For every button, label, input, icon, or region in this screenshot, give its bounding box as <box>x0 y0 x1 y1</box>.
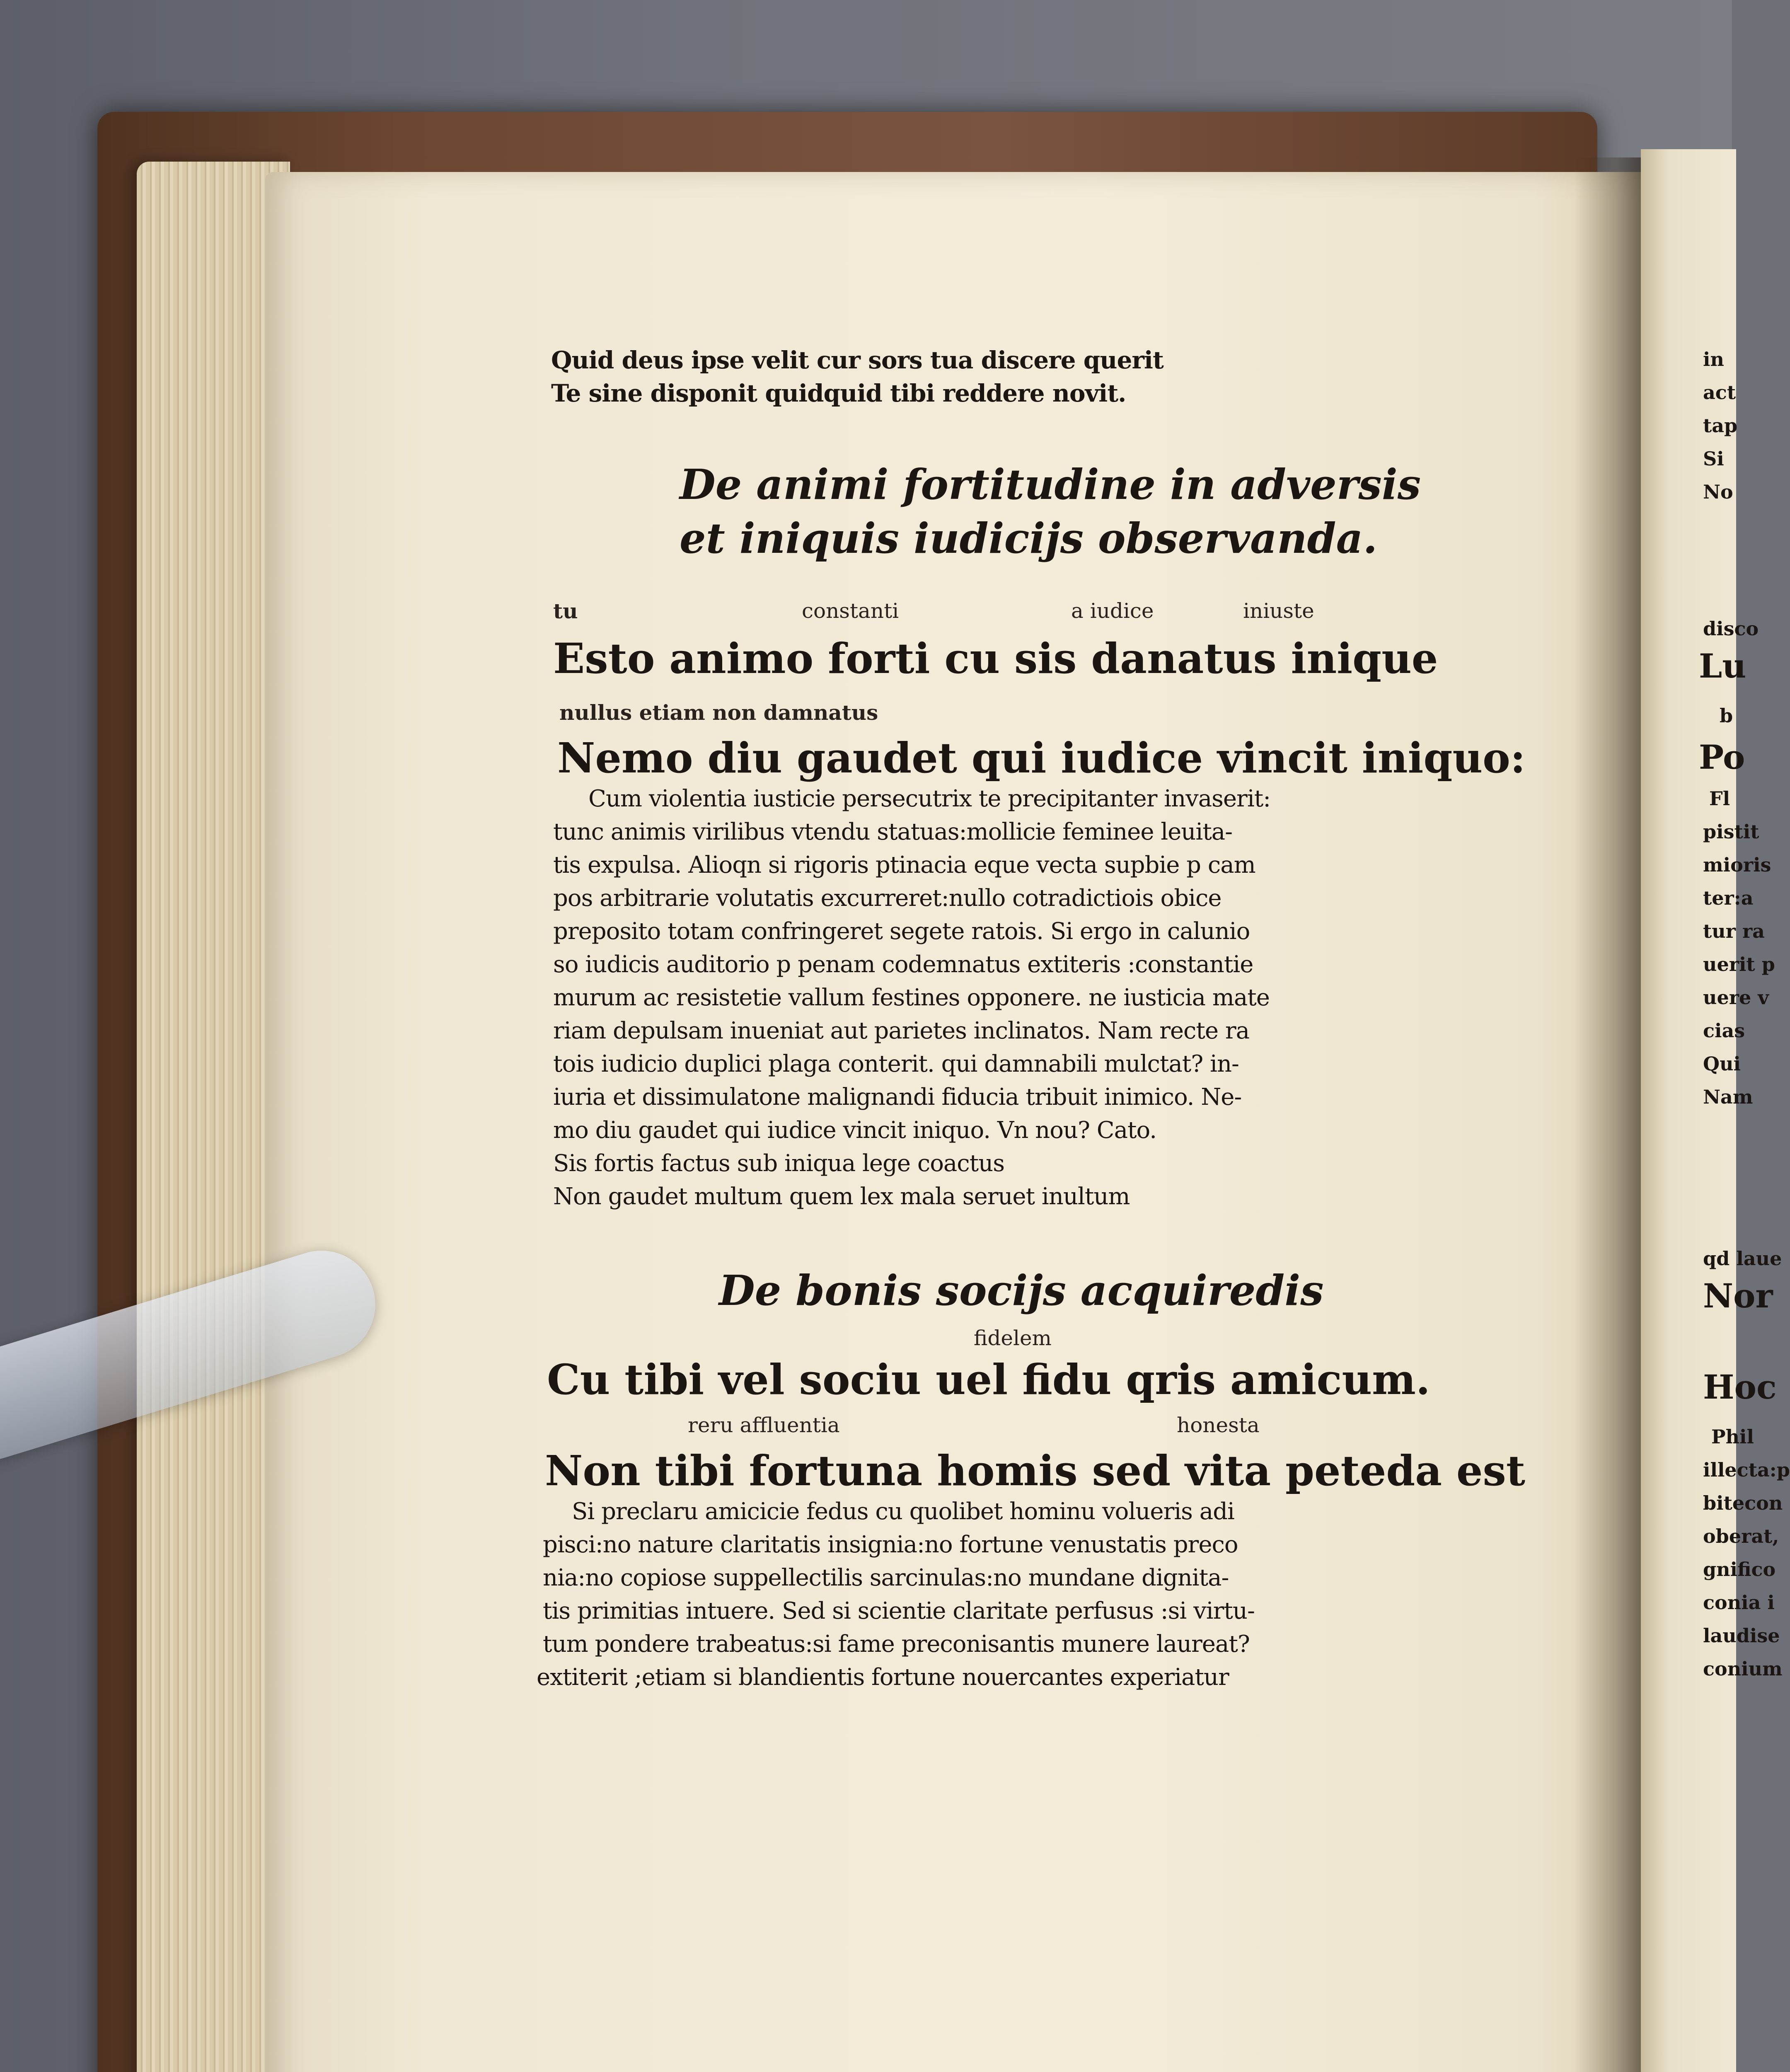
recto-fragment: Hoc <box>1703 1368 1777 1406</box>
recto-fragment: ter:a <box>1703 887 1754 909</box>
lemma-verse: Non tibi fortuna homis sed vita peteda est <box>545 1446 1526 1495</box>
recto-fragment: cias <box>1703 1019 1745 1042</box>
recto-fragment: Nor <box>1703 1276 1773 1315</box>
interlinear-gloss: nullus etiam non damnatus <box>559 700 878 725</box>
commentary-line: tum pondere trabeatus:si fame preconisantis munere laureat? <box>543 1631 1250 1658</box>
recto-fragment: Lu <box>1699 646 1746 685</box>
recto-fragment: mioris <box>1703 854 1771 876</box>
commentary-line: mo diu gaudet qui iudice vincit iniquo. Vn nou? Cato. <box>553 1117 1157 1144</box>
commentary-line: murum ac resistetie vallum festines opponere. ne iusticia mate <box>553 984 1270 1011</box>
commentary-line: tunc animis virilibus vtendu statuas:mollicie feminee leuita- <box>553 818 1233 845</box>
commentary-line: extiterit ;etiam si blandientis fortune nouercantes experiatur <box>537 1664 1229 1691</box>
commentary-line: so iudicis auditorio p penam codemnatus extiteris :constantie <box>553 951 1253 978</box>
commentary-line: Cum violentia iusticie persecutrix te precipitanter invaserit: <box>588 785 1271 812</box>
interlinear-gloss: fidelem <box>974 1326 1052 1350</box>
recto-fragment: laudise <box>1703 1624 1780 1647</box>
commentary-line: tois iudicio duplici plaga conterit. qui damnabili mulctat? in- <box>553 1051 1239 1077</box>
commentary-line: Sis fortis factus sub iniqua lege coactus <box>553 1150 1004 1177</box>
recto-fragment: pistit <box>1703 821 1759 843</box>
top-verse-line: Te sine disponit quidquid tibi reddere novit. <box>551 379 1126 407</box>
recto-fragment: Po <box>1699 738 1745 777</box>
interlinear-gloss: a iudice <box>1071 599 1154 623</box>
recto-fragment: oberat, <box>1703 1525 1779 1547</box>
interlinear-gloss: honesta <box>1177 1413 1260 1437</box>
recto-fragment: tur ra <box>1703 920 1765 942</box>
interlinear-gloss: tu <box>553 599 578 623</box>
commentary-line: Non gaudet multum quem lex mala seruet inultum <box>553 1183 1130 1210</box>
lemma-verse: Cu tibi vel sociu uel fidu qris amicum. <box>547 1355 1430 1404</box>
recto-fragment: act <box>1703 381 1736 404</box>
interlinear-gloss: iniuste <box>1243 599 1314 623</box>
interlinear-gloss: constanti <box>802 599 899 623</box>
recto-fragment: No <box>1703 481 1733 503</box>
top-verse-line: Quid deus ipse velit cur sors tua discere querit <box>551 346 1164 374</box>
lemma-verse: Esto animo forti cu sis danatus inique <box>553 634 1438 683</box>
recto-fragment: qd laue <box>1703 1247 1782 1270</box>
recto-fragment: conium <box>1703 1658 1783 1680</box>
recto-fragment: Phil <box>1711 1426 1754 1448</box>
section-heading: et iniquis iudicijs observanda. <box>680 514 1378 563</box>
recto-fragment: Fl <box>1709 787 1730 810</box>
recto-fragment: uere v <box>1703 986 1769 1009</box>
commentary-line: preposito totam confringeret segete ratois. Si ergo in calunio <box>553 918 1250 945</box>
recto-fragment: Nam <box>1703 1086 1753 1108</box>
recto-fragment: conia i <box>1703 1591 1775 1614</box>
recto-fragment: tap <box>1703 414 1738 437</box>
section-heading: De bonis socijs acquiredis <box>719 1266 1324 1315</box>
commentary-line: tis expulsa. Alioqn si rigoris ptinacia eque vecta supbie p cam <box>553 852 1255 879</box>
section-heading: De animi fortitudine in adversis <box>680 460 1421 509</box>
recto-fragment: uerit p <box>1703 953 1775 975</box>
recto-fragment: bitecon <box>1703 1492 1783 1514</box>
recto-fragment: Si <box>1703 448 1724 470</box>
commentary-line: nia:no copiose suppellectilis sarcinulas:no mundane dignita- <box>543 1564 1229 1591</box>
commentary-line: pisci:no nature claritatis insignia:no fortune venustatis preco <box>543 1531 1238 1558</box>
recto-fragment: b <box>1720 704 1733 727</box>
commentary-line: tis primitias intuere. Sed si scientie claritate perfusus :si virtu- <box>543 1598 1255 1624</box>
commentary-line: iuria et dissimulatone malignandi fiducia tribuit inimico. Ne- <box>553 1084 1242 1111</box>
commentary-line: riam depulsam inueniat aut parietes inclinatos. Nam recte ra <box>553 1017 1249 1044</box>
recto-fragment: illecta:p <box>1703 1459 1790 1481</box>
recto-fragment: gnifico <box>1703 1558 1776 1581</box>
commentary-line: pos arbitrarie volutatis excurreret:nullo cotradictiois obice <box>553 885 1222 912</box>
commentary-line: Si preclaru amicicie fedus cu quolibet hominu volueris adi <box>572 1498 1234 1525</box>
lemma-verse: Nemo diu gaudet qui iudice vincit iniquo: <box>557 733 1526 782</box>
recto-fragment: in <box>1703 348 1724 370</box>
interlinear-gloss: reru affluentia <box>688 1413 840 1437</box>
recto-fragment: disco <box>1703 617 1759 640</box>
recto-fragment: Qui <box>1703 1053 1741 1075</box>
